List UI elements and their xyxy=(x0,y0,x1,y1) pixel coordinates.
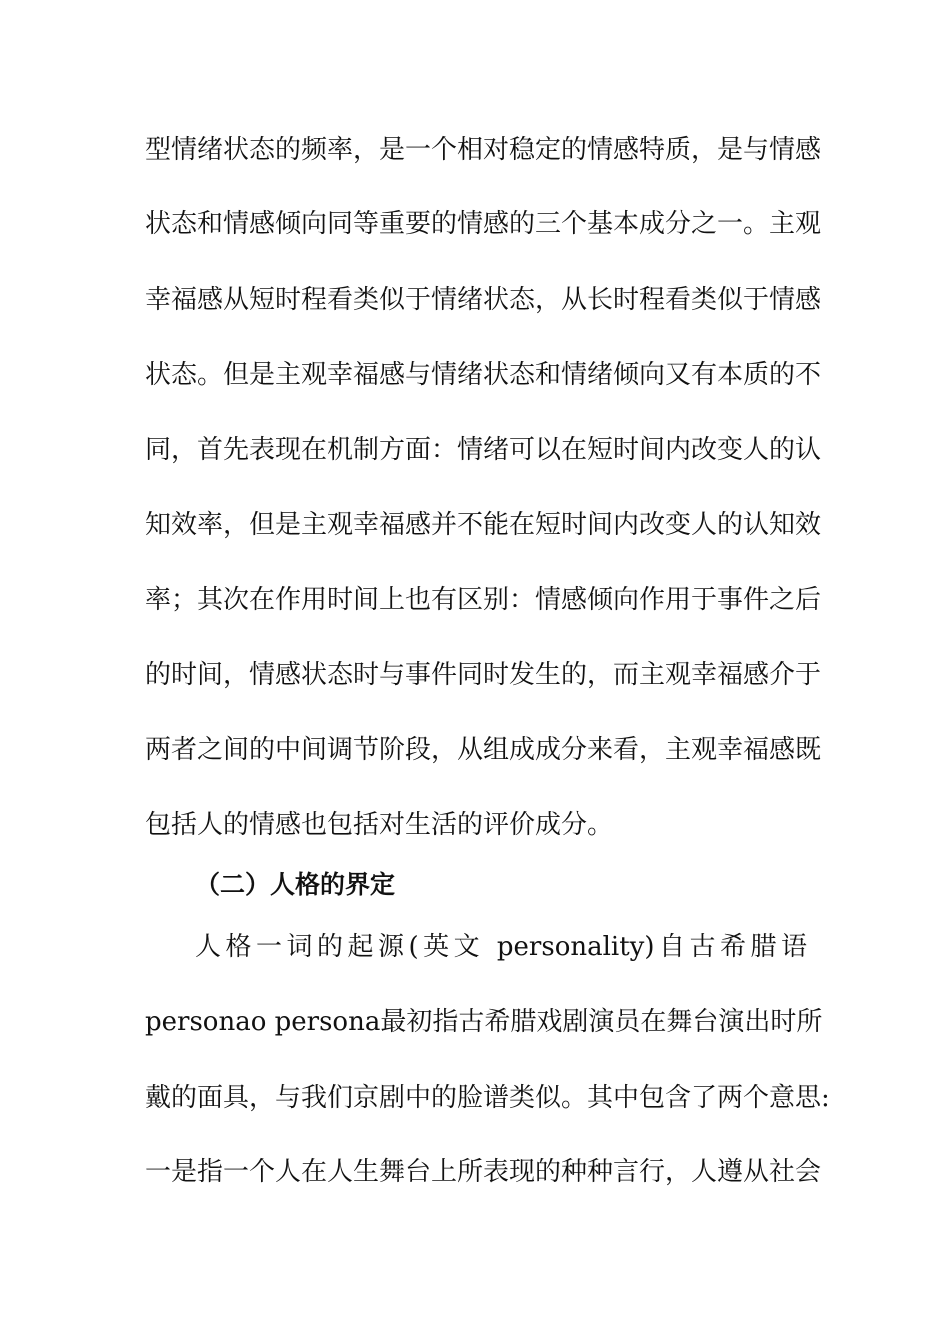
paragraph-line: 的时间，情感状态时与事件同时发生的，而主观幸福感介于 xyxy=(145,660,822,690)
paragraph-line: 知效率，但是主观幸福感并不能在短时间内改变人的认知效 xyxy=(145,510,822,540)
paragraph-line: 幸福感从短时程看类似于情绪状态，从长时程看类似于情感 xyxy=(145,285,822,315)
paragraph-line: 两者之间的中间调节阶段，从组成成分来看，主观幸福感既 xyxy=(145,735,822,765)
paragraph-line: personao persona最初指古希腊戏剧演员在舞台演出时所 xyxy=(145,1007,823,1037)
paragraph-line: 率；其次在作用时间上也有区别：情感倾向作用于事件之后 xyxy=(145,585,822,615)
paragraph-line: 戴的面具，与我们京剧中的脸谱类似。其中包含了两个意思: xyxy=(145,1083,830,1113)
paragraph-line: 同，首先表现在机制方面：情绪可以在短时间内改变人的认 xyxy=(145,435,822,465)
paragraph-line: 包括人的情感也包括对生活的评价成分。 xyxy=(145,810,614,840)
paragraph-line: 状态。但是主观幸福感与情绪状态和情绪倾向又有本质的不 xyxy=(145,360,822,390)
section-heading: （二）人格的界定 xyxy=(195,870,396,899)
paragraph-line: 人格一词的起源(英文 personality)自古希腊语 xyxy=(195,932,807,962)
paragraph-line: 一是指一个人在人生舞台上所表现的种种言行，人遵从社会 xyxy=(145,1157,822,1187)
paragraph-line: 型情绪状态的频率，是一个相对稳定的情感特质，是与情感 xyxy=(145,135,822,165)
paragraph-line: 状态和情感倾向同等重要的情感的三个基本成分之一。主观 xyxy=(145,209,822,239)
